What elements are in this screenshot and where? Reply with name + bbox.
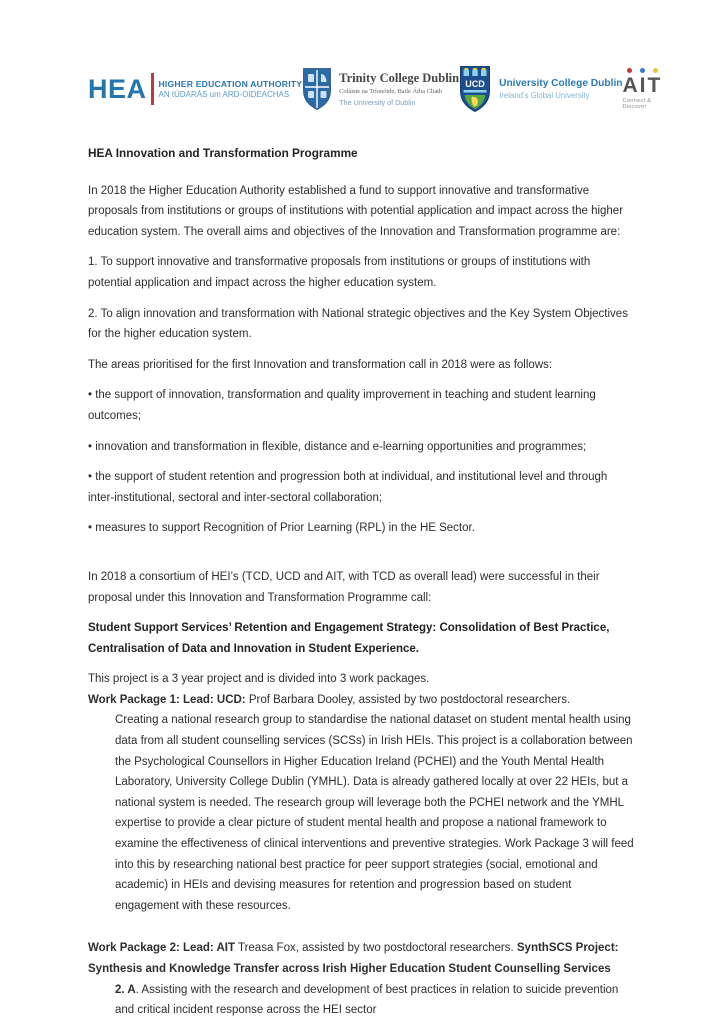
tcd-subtitle: The University of Dublin xyxy=(339,97,416,107)
wp1-heading xyxy=(88,690,636,711)
tcd-name-block xyxy=(339,71,459,107)
intro-paragraph: In 2018 the Higher Education Authority established a fund to support innovative and transformative proposals from institutions or groups of institutions with potential application and impact across the higher education system. The overall aims and objectives of the Innovation and Transformation programme are: xyxy=(88,184,624,238)
project-duration-line: This project is a 3 year project and is divided into 3 work packages. xyxy=(88,673,430,686)
ait-tagline: Connect & Discover xyxy=(622,98,652,110)
ucd-name: University College Dublin xyxy=(499,77,623,89)
hea-logo xyxy=(88,73,302,105)
ucd-shield-acronym: UCD xyxy=(465,79,485,89)
hea-name-english: HIGHER EDUCATION AUTHORITY xyxy=(158,78,303,89)
consortium-paragraph: In 2018 a consortium of HEI’s (TCD, UCD and AIT, with TCD as overall lead) were successful in their proposal under this Innovation and Transformation Programme call: xyxy=(88,570,600,604)
tcd-logo xyxy=(302,67,459,111)
tcd-name-irish: Coláiste na Tríonóide, Baile Átha Cliath xyxy=(339,88,443,96)
tcd-shield-icon xyxy=(302,67,332,111)
aim-2-paragraph: 2. To align innovation and transformation with National strategic objectives and the Key System Objectives for the higher education system. xyxy=(88,307,628,341)
ait-dots xyxy=(627,68,658,73)
wp2-project-title: SynthSCS Project: Synthesis and Knowledge Transfer across Irish Higher Education Student Counselling Services xyxy=(88,942,619,975)
ucd-shield-icon xyxy=(459,65,491,113)
wp2-label: Work Package 2: Lead: AIT xyxy=(88,942,235,955)
ucd-name-block xyxy=(499,78,622,101)
wp2-lead: Treasa Fox, assisted by two postdoctoral researchers. xyxy=(235,942,517,955)
ait-logo xyxy=(623,68,663,110)
hea-divider-bar xyxy=(151,73,154,105)
bullet-item-teaching: • the support of innovation, transformation and quality improvement in teaching and student learning outcomes; xyxy=(88,389,596,422)
bullet-item-retention: • the support of student retention and progression both at individual, and institutional level and through inter-institutional, sectoral and inter-sectoral collaboration; xyxy=(88,471,608,504)
wp2-item-text: . Assisting with the research and development of best practices in relation to suicide prevention and critical incident response across the HEI sector xyxy=(115,983,619,1017)
wp2-heading xyxy=(88,938,636,979)
ucd-subtitle: Ireland’s Global University xyxy=(499,91,590,101)
wp1-label: Work Package 1: Lead: UCD: xyxy=(88,693,246,706)
wp2-item xyxy=(88,980,636,1021)
hea-name-block xyxy=(159,79,303,100)
document-title: HEA Innovation and Transformation Programme xyxy=(88,146,358,160)
wp1-body: Creating a national research group to standardise the national dataset on student mental health using data from all student counselling services (SCSs) in Irish HEIs. This project is a collaboration between the Psychological Counsellors in Higher Education Ireland (PCHEI) and the Youth Mental Health Laboratory, University College Dublin (YMHL). Data is already gathered locally at over 22 HEIs, but a national system is needed. The research group will leverage both the PCHEI network and the YMHL expertise to provide a clear picture of student mental health and propose a national framework to examine the effectiveness of clinical interventions and preventive strategies. Work Package 3 will feed into this by researching national best practice for peer support strategies (social, emotional and academic) in HEIs and devising measures for retention and progression based on student engagement with these resources. xyxy=(115,714,634,912)
wp2-item-label: 2. A xyxy=(115,983,136,996)
ait-yellow-dot xyxy=(653,68,658,73)
bullet-item-elearning: • innovation and transformation in flexible, distance and e-learning opportunities and programmes; xyxy=(88,440,587,453)
logo-row xyxy=(88,60,663,118)
ait-red-dot xyxy=(627,68,632,73)
wp1-lead: Prof Barbara Dooley, assisted by two postdoctoral researchers. xyxy=(245,693,571,706)
aim-1-paragraph: 1. To support innovative and transformative proposals from institutions or groups of institutions with potential application and impact across the higher education system. xyxy=(88,256,591,289)
ait-blue-dot xyxy=(640,68,645,73)
document-body xyxy=(88,143,636,1024)
ait-acronym: AIT xyxy=(622,74,663,97)
areas-intro-paragraph: The areas prioritised for the first Innovation and transformation call in 2018 were as follows: xyxy=(88,358,553,371)
ucd-logo xyxy=(459,65,622,113)
project-title: Student Support Services’ Retention and Engagement Strategy: Consolidation of Best Practice, Centralisation of Data and Innovation in Student Experience. xyxy=(88,622,610,655)
tcd-name: Trinity College Dublin xyxy=(339,71,460,86)
hea-name-irish: AN tÚDARÁS um ARD-OIDEACHAS xyxy=(158,90,290,100)
hea-acronym: HEA xyxy=(88,73,147,104)
bullet-item-rpl: • measures to support Recognition of Prior Learning (RPL) in the HE Sector. xyxy=(88,522,475,535)
